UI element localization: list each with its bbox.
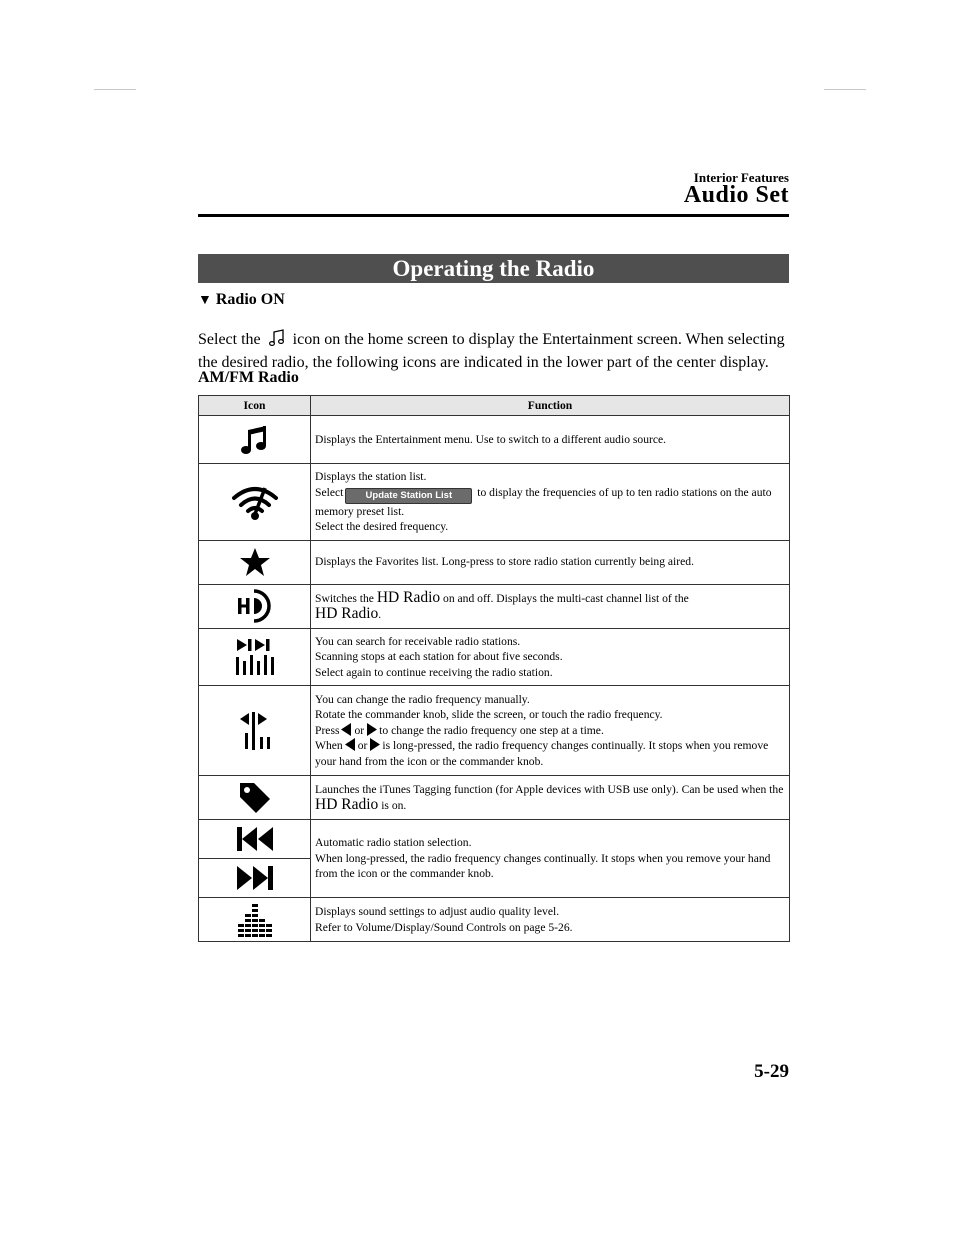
table-row	[199, 686, 790, 776]
function-cell: You can search for receivable radio stations. Scanning stops at each station for about five seconds. Select again to continue receiving the radio station.	[311, 628, 790, 686]
seek-back-icon	[199, 820, 310, 859]
table-row	[199, 540, 790, 584]
music-note-icon	[267, 328, 287, 348]
station-list-icon	[199, 464, 311, 541]
function-cell: Displays the Favorites list. Long-press to store radio station currently being aired.	[311, 540, 790, 584]
table-header-row	[199, 396, 790, 416]
tag-icon	[199, 776, 311, 820]
right-arrow-icon	[369, 738, 380, 751]
star-icon	[199, 540, 311, 584]
header-function: Function	[311, 396, 790, 416]
seek-forward-icon	[199, 859, 310, 897]
table-row	[199, 584, 790, 628]
function-cell: Launches the iTunes Tagging function (for Apple devices with USB use only). Can be used when the HD Radio is on.	[311, 776, 790, 820]
table-title: AM/FM Radio	[198, 369, 299, 386]
music-note-icon	[199, 416, 311, 464]
page-title: Audio Set	[683, 182, 789, 208]
sound-settings-icon	[199, 898, 311, 942]
function-cell: Displays the Entertainment menu. Use to switch to a different audio source.	[311, 416, 790, 464]
left-arrow-icon	[345, 738, 356, 751]
header-icon: Icon	[199, 396, 311, 416]
seek-icons	[199, 820, 311, 898]
table-row	[199, 820, 790, 898]
section-banner: Operating the Radio	[198, 254, 789, 283]
function-cell: Automatic radio station selection. When long-pressed, the radio frequency changes continually. It stops when you remove your hand from the icon or the commander knob.	[311, 820, 790, 898]
function-cell: Displays the station list. Select Update Station List to display the frequencies of up to ten radio stations on the auto memory preset list. Select the desired frequency.	[311, 464, 790, 541]
table-row	[199, 416, 790, 464]
function-cell: Switches the HD Radio on and off. Displays the multi-cast channel list of the HD Radio.	[311, 584, 790, 628]
subheading	[198, 291, 285, 309]
header-rule	[198, 214, 789, 217]
triangle-marker: ▼	[198, 293, 212, 308]
crop-mark-right	[824, 89, 866, 90]
function-cell: Displays sound settings to adjust audio quality level. Refer to Volume/Display/Sound Controls on page 5-26.	[311, 898, 790, 942]
manual-tune-icon	[199, 686, 311, 776]
crop-mark-left	[94, 89, 136, 90]
intro-before: Select the	[198, 331, 261, 348]
right-arrow-icon	[366, 723, 377, 736]
left-arrow-icon	[341, 723, 352, 736]
update-station-list-button: Update Station List	[345, 488, 472, 504]
icon-function-table	[198, 395, 790, 942]
intro-after: icon on the home screen to display the Entertainment screen. When selecting the desired radio, the following icons are indicated in the lower part of the center display.	[198, 331, 785, 371]
table-row	[199, 628, 790, 686]
intro-paragraph	[198, 328, 793, 374]
page-number: 5-29	[754, 1061, 789, 1082]
table-row	[199, 776, 790, 820]
section-label: Interior Features	[693, 170, 789, 185]
table-row	[199, 464, 790, 541]
function-cell: You can change the radio frequency manually. Rotate the commander knob, slide the screen, or touch the radio frequency. Press or to change the radio frequency one step at a time. When or is long-pressed, the radio frequency changes continually. It stops when you remove your hand from the icon or the commander knob.	[311, 686, 790, 776]
subheading-text: Radio ON	[215, 291, 285, 308]
hd-radio-icon	[199, 584, 311, 628]
scan-icon	[199, 628, 311, 686]
table-row	[199, 898, 790, 942]
